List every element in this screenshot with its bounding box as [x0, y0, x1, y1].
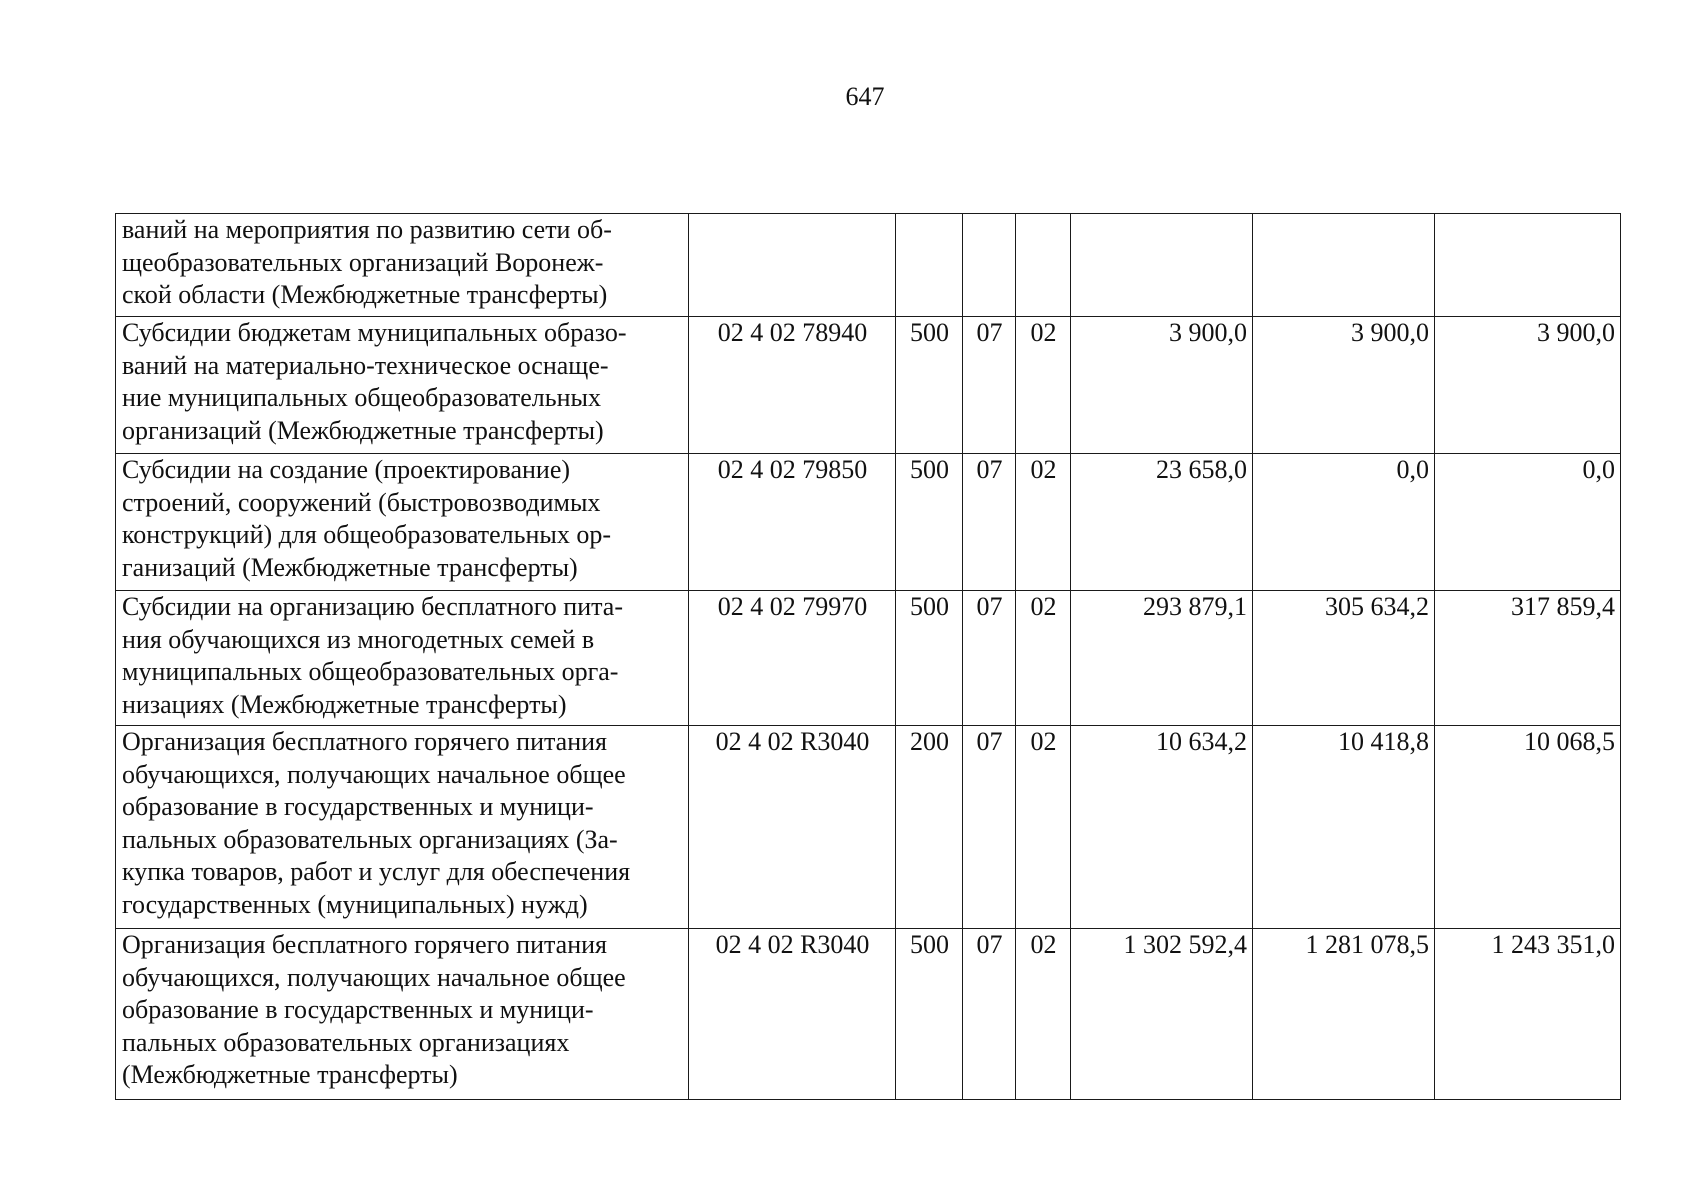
- target-article-code: 02 4 02 78940: [689, 317, 896, 454]
- table-row: [116, 317, 1621, 454]
- table-row: [116, 591, 1621, 726]
- target-article-code: 02 4 02 79850: [689, 454, 896, 591]
- row-description: ваний на мероприятия по развитию сети об- щеобразовательных организаций Воронеж- ской области (Межбюджетные трансферты): [116, 214, 689, 317]
- amount-year-2: [1253, 214, 1435, 317]
- amount-year-3: 1 243 351,0: [1435, 929, 1621, 1100]
- expense-type-code: [896, 214, 963, 317]
- expense-type-code: 200: [896, 726, 963, 929]
- expense-type-code: 500: [896, 317, 963, 454]
- amount-year-1: [1071, 214, 1253, 317]
- expense-type-code: 500: [896, 454, 963, 591]
- amount-year-1: 3 900,0: [1071, 317, 1253, 454]
- section-code: 07: [963, 929, 1016, 1100]
- table-row: [116, 454, 1621, 591]
- target-article-code: [689, 214, 896, 317]
- table-row: [116, 929, 1621, 1100]
- amount-year-2: 1 281 078,5: [1253, 929, 1435, 1100]
- amount-year-2: 305 634,2: [1253, 591, 1435, 726]
- amount-year-1: 293 879,1: [1071, 591, 1253, 726]
- budget-table: [115, 213, 1621, 1100]
- row-description: Организация бесплатного горячего питания обучающихся, получающих начальное общее образование в государственных и муници- пальных образовательных организациях (Межбюджетные трансферты): [116, 929, 689, 1100]
- amount-year-3: 10 068,5: [1435, 726, 1621, 929]
- amount-year-2: 3 900,0: [1253, 317, 1435, 454]
- subsection-code: 02: [1016, 454, 1071, 591]
- target-article-code: 02 4 02 79970: [689, 591, 896, 726]
- amount-year-2: 0,0: [1253, 454, 1435, 591]
- expense-type-code: 500: [896, 591, 963, 726]
- row-description: Субсидии на создание (проектирование) строений, сооружений (быстровозводимых конструкций) для общеобразовательных ор- ганизаций (Межбюджетные трансферты): [116, 454, 689, 591]
- amount-year-3: 0,0: [1435, 454, 1621, 591]
- row-description: Субсидии на организацию бесплатного пита- ния обучающихся из многодетных семей в муниципальных общеобразовательных орга- низациях (Межбюджетные трансферты): [116, 591, 689, 726]
- row-description: Организация бесплатного горячего питания обучающихся, получающих начальное общее образование в государственных и муници- пальных образовательных организациях (За- купка товаров, работ и услуг для обеспечения государственных (муниципальных) нужд): [116, 726, 689, 929]
- table-row: [116, 726, 1621, 929]
- target-article-code: 02 4 02 R3040: [689, 929, 896, 1100]
- subsection-code: 02: [1016, 726, 1071, 929]
- amount-year-1: 23 658,0: [1071, 454, 1253, 591]
- section-code: 07: [963, 591, 1016, 726]
- page-number: 647: [845, 82, 885, 111]
- amount-year-1: 1 302 592,4: [1071, 929, 1253, 1100]
- subsection-code: 02: [1016, 929, 1071, 1100]
- subsection-code: 02: [1016, 591, 1071, 726]
- amount-year-3: 3 900,0: [1435, 317, 1621, 454]
- section-code: 07: [963, 726, 1016, 929]
- subsection-code: 02: [1016, 317, 1071, 454]
- section-code: 07: [963, 317, 1016, 454]
- table-row: [116, 214, 1621, 317]
- subsection-code: [1016, 214, 1071, 317]
- row-description: Субсидии бюджетам муниципальных образо- ваний на материально-техническое оснаще- ние муниципальных общеобразовательных организаций (Межбюджетные трансферты): [116, 317, 689, 454]
- section-code: [963, 214, 1016, 317]
- section-code: 07: [963, 454, 1016, 591]
- expense-type-code: 500: [896, 929, 963, 1100]
- amount-year-3: 317 859,4: [1435, 591, 1621, 726]
- target-article-code: 02 4 02 R3040: [689, 726, 896, 929]
- amount-year-3: [1435, 214, 1621, 317]
- amount-year-2: 10 418,8: [1253, 726, 1435, 929]
- amount-year-1: 10 634,2: [1071, 726, 1253, 929]
